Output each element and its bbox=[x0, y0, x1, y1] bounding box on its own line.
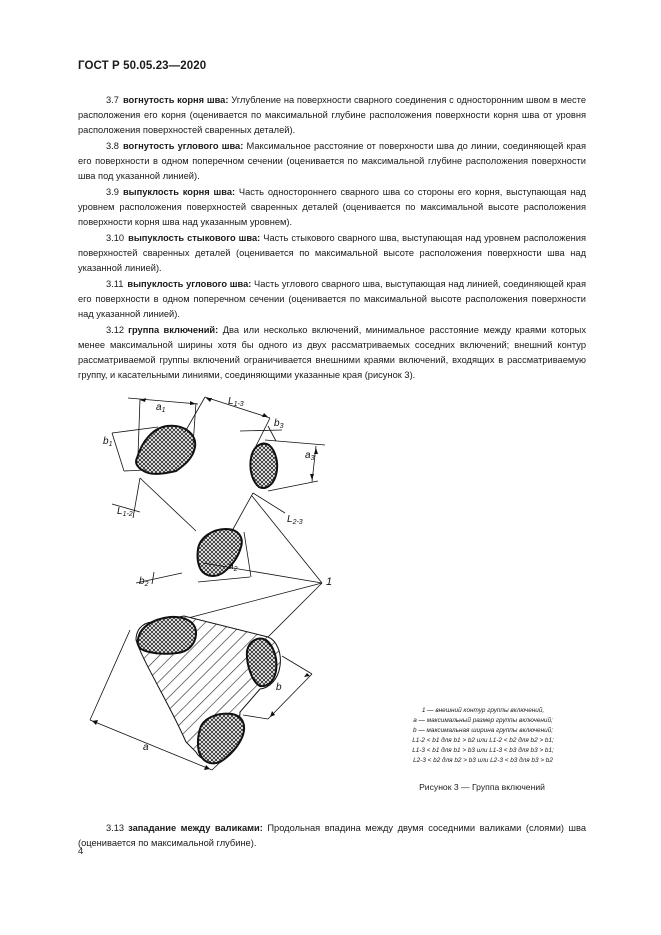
legend-line: b — максимальная ширина группы включений; bbox=[413, 727, 553, 734]
label-a-max-size: a bbox=[143, 742, 149, 753]
label-b-max-width: b bbox=[276, 682, 282, 693]
legend-line: L1-2 < b1 для b1 > b2 или L1-2 < b2 для b2 > b1; bbox=[412, 737, 554, 744]
label-callout-1: 1 bbox=[326, 576, 333, 588]
definition-3-10 bbox=[78, 231, 586, 276]
definition-number: 3.9 bbox=[106, 187, 119, 197]
group-inclusion-2 bbox=[198, 714, 244, 764]
legend-line: L2-3 < b2 для b2 > b3 или L2-3 < b3 для b3 > b2 bbox=[413, 757, 553, 764]
legend-line: a — максимальный размер группы включений; bbox=[413, 717, 553, 724]
label-l1-2: $L_{1-2}$ bbox=[117, 506, 133, 518]
definition-3-9 bbox=[78, 185, 586, 230]
inclusion-3 bbox=[250, 444, 277, 488]
document-header: ГОСТ Р 50.05.23—2020 bbox=[78, 60, 207, 72]
label-b3: $b_3$ bbox=[274, 418, 284, 430]
definition-text: Максимальное расстояние от поверхности шва до линии, соединяющей края его поверхности в одном поперечном сечении (оценивается по максимальной глубине расположения поверхности шва под указанной линией). bbox=[78, 141, 586, 181]
definitions-body bbox=[78, 93, 586, 384]
label-a3: $a_3$ bbox=[305, 450, 315, 462]
figure-legend bbox=[378, 706, 588, 766]
legend-line: 1 — внешний контур группы включений, bbox=[421, 707, 545, 714]
definition-3-7 bbox=[78, 93, 586, 138]
definition-term: выпуклость углового шва: bbox=[127, 279, 252, 289]
definition-term: западание между валиками: bbox=[128, 823, 263, 834]
definition-3-8 bbox=[78, 139, 586, 184]
definition-text: Два или несколько включений, минимальное расстояние между краями которых менее максимальной ширины хотя бы одного из двух рассматриваемых соседних включений; внешний контур рассматриваемой группы включений ограничивается внешними краями включений, входящих в рассматриваемую группу, и касательными линиями, соединяющими указанные края (рисунок 3). bbox=[78, 325, 586, 380]
definition-3-11 bbox=[78, 277, 586, 322]
label-l1-3: $L_{1-3}$ bbox=[228, 396, 244, 408]
definition-3-12 bbox=[78, 323, 586, 383]
label-a2: $a_2$ bbox=[228, 561, 238, 573]
definition-text: Продольная впадина между двумя соседними валиками (слоями) шва (оценивается по максимальной глубине). bbox=[78, 823, 586, 849]
definition-number: 3.10 bbox=[106, 233, 125, 243]
definition-text: Часть углового сварного шва, выступающая над линией, соединяющей края его поверхности в одном поперечном сечении (оценивается по максимальной высоте расположения поверхности над указанной линией). bbox=[78, 279, 586, 319]
label-b1: $b_1$ bbox=[103, 436, 113, 448]
definition-term: выпуклость стыкового шва: bbox=[128, 233, 261, 243]
definition-term: вогнутость углового шва: bbox=[122, 141, 244, 151]
label-a1: $a_1$ bbox=[156, 402, 166, 414]
label-b2: $b_2$ bbox=[139, 576, 149, 588]
definition-term: вогнутость корня шва: bbox=[122, 95, 229, 105]
page-number: 4 bbox=[78, 846, 84, 857]
definition-3-13 bbox=[78, 821, 586, 851]
definition-term: группа включений: bbox=[128, 325, 219, 335]
group-inclusion-1 bbox=[138, 617, 196, 654]
figure-caption: Рисунок 3 — Группа включений bbox=[419, 782, 545, 792]
definition-text: Часть одностороннего сварного шва со стороны его корня, выступающая над уровнем расположения поверхностей сваренных деталей (оценивается по максимальной высоте расположения поверхности корня шва над указанным уровнем). bbox=[78, 187, 586, 227]
definition-number: 3.13 bbox=[106, 823, 125, 834]
definition-number: 3.12 bbox=[106, 325, 125, 335]
definition-number: 3.7 bbox=[106, 95, 119, 105]
definition-number: 3.11 bbox=[106, 279, 124, 289]
definition-text: Часть стыкового сварного шва, выступающая над уровнем расположения поверхностей сваренных деталей (оценивается по максимальной высоте расположения поверхности шва над указанной линией). bbox=[78, 233, 586, 273]
legend-line: L1-3 < b1 для b1 > b3 или L1-3 < b3 для b3 > b1; bbox=[412, 747, 554, 754]
definition-term: выпуклость корня шва: bbox=[122, 187, 236, 197]
inclusion-1 bbox=[136, 426, 195, 474]
definition-text: Углубление на поверхности сварного соединения с односторонним швом в месте расположения его корня (оценивается по максимальной глубине расположения поверхности корня шва от уровня расположения поверхностей сваренных деталей). bbox=[78, 95, 586, 135]
definition-number: 3.8 bbox=[106, 141, 119, 151]
label-l2-3: $L_{2-3}$ bbox=[287, 514, 303, 526]
